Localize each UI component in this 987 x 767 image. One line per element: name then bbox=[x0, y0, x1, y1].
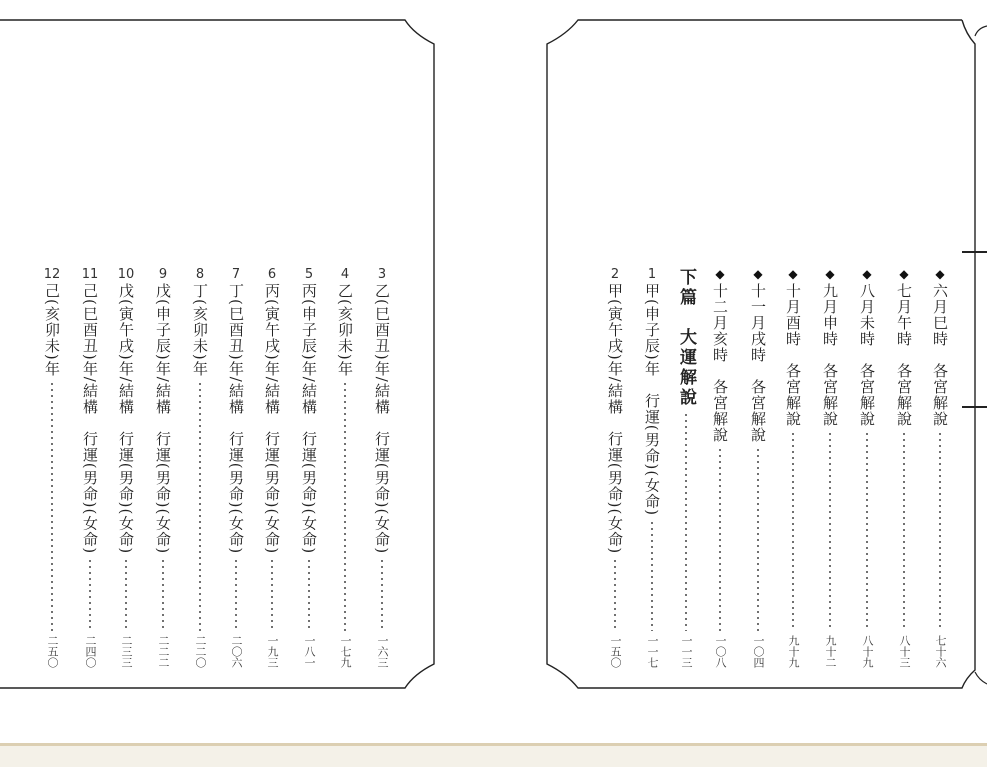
page-number: 八十九 bbox=[861, 635, 874, 668]
section-title: 下篇 大運解說 bbox=[676, 268, 696, 408]
diamond-bullet-icon: ◆ bbox=[788, 267, 798, 281]
entry-title: 十二月亥時 各宮解說 bbox=[711, 283, 729, 443]
diamond-bullet-icon: ◆ bbox=[899, 267, 909, 281]
dot-leader bbox=[614, 558, 616, 631]
diamond-bullet-icon: ◆ bbox=[825, 267, 835, 281]
toc-entry[interactable] bbox=[78, 268, 102, 668]
adjacent-page-edge bbox=[975, 26, 987, 36]
entry-number: 1 bbox=[647, 267, 657, 282]
left-page-border bbox=[0, 20, 434, 688]
dot-leader bbox=[903, 431, 905, 631]
toc-entry[interactable] bbox=[40, 268, 64, 668]
page-number: 二四〇 bbox=[84, 635, 97, 668]
diamond-bullet-icon: ◆ bbox=[862, 267, 872, 281]
page-number: 一九三 bbox=[266, 635, 279, 668]
page-number: 一六三 bbox=[376, 635, 389, 668]
entry-title: 九月申時 各宮解說 bbox=[821, 283, 839, 427]
bottom-rule bbox=[0, 743, 987, 746]
dot-leader bbox=[125, 558, 127, 631]
dot-leader bbox=[866, 431, 868, 631]
toc-entry[interactable] bbox=[892, 268, 916, 668]
toc-entry[interactable] bbox=[781, 268, 805, 668]
adjacent-page-edge-bottom bbox=[975, 672, 987, 684]
page-number: 一〇四 bbox=[752, 635, 765, 668]
dot-leader bbox=[829, 431, 831, 631]
entry-number: 6 bbox=[267, 267, 277, 282]
page-number: 一七九 bbox=[339, 635, 352, 668]
entry-number: 2 bbox=[610, 267, 620, 282]
toc-entry[interactable] bbox=[114, 268, 138, 668]
entry-title: 戊(申子辰)年/結構 行運(男命)(女命) bbox=[154, 283, 172, 555]
toc-entry[interactable] bbox=[224, 268, 248, 668]
page-number: 二二〇 bbox=[194, 635, 207, 668]
page-number: 一一三 bbox=[680, 635, 693, 668]
dot-leader bbox=[757, 447, 759, 631]
toc-entry[interactable] bbox=[370, 268, 394, 668]
dot-leader bbox=[719, 447, 721, 631]
page-number: 九十二 bbox=[824, 635, 837, 668]
entry-title: 己(亥卯未)年 bbox=[43, 283, 61, 377]
toc-entry[interactable] bbox=[151, 268, 175, 668]
entry-title: 六月巳時 各宮解說 bbox=[931, 283, 949, 427]
entry-title: 十月酉時 各宮解說 bbox=[784, 283, 802, 427]
page-number: 一八一 bbox=[303, 635, 316, 668]
section-heading[interactable] bbox=[674, 268, 698, 668]
entry-number: 4 bbox=[340, 267, 350, 282]
entry-number: 8 bbox=[195, 267, 205, 282]
entry-number: 7 bbox=[231, 267, 241, 282]
entry-number: 11 bbox=[81, 267, 99, 282]
page-number: 七十六 bbox=[934, 635, 947, 668]
diamond-bullet-icon: ◆ bbox=[715, 267, 725, 281]
entry-number: 10 bbox=[117, 267, 135, 282]
diamond-bullet-icon: ◆ bbox=[753, 267, 763, 281]
entry-title: 戊(寅午戌)年/結構 行運(男命)(女命) bbox=[117, 283, 135, 555]
dot-leader bbox=[792, 431, 794, 631]
bottom-page-strip bbox=[0, 743, 987, 767]
dot-leader bbox=[51, 381, 53, 631]
diamond-bullet-icon: ◆ bbox=[935, 267, 945, 281]
entry-title: 十一月戌時 各宮解說 bbox=[749, 283, 767, 443]
dot-leader bbox=[381, 558, 383, 631]
toc-entry[interactable] bbox=[640, 268, 664, 668]
entry-title: 七月午時 各宮解說 bbox=[895, 283, 913, 427]
page-number: 一一七 bbox=[646, 635, 659, 668]
entry-title: 丙(申子辰)年/結構 行運(男命)(女命) bbox=[300, 283, 318, 555]
dot-leader bbox=[308, 558, 310, 631]
toc-entry[interactable] bbox=[297, 268, 321, 668]
entry-title: 乙(巳酉丑)年/結構 行運(男命)(女命) bbox=[373, 283, 391, 555]
entry-title: 丁(亥卯未)年 bbox=[191, 283, 209, 377]
toc-entry[interactable] bbox=[928, 268, 952, 668]
toc-entry[interactable] bbox=[818, 268, 842, 668]
page-number: 二〇六 bbox=[230, 635, 243, 668]
page-number: 一五〇 bbox=[609, 635, 622, 668]
entry-title: 丁(巳酉丑)年/結構 行運(男命)(女命) bbox=[227, 283, 245, 555]
entry-title: 乙(亥卯未)年 bbox=[336, 283, 354, 377]
entry-title: 己(巳酉丑)年/結構 行運(男命)(女命) bbox=[81, 283, 99, 555]
dot-leader bbox=[685, 412, 687, 631]
dot-leader bbox=[199, 381, 201, 631]
page-number: 八十三 bbox=[898, 635, 911, 668]
page-number: 一〇八 bbox=[714, 635, 727, 668]
toc-entry[interactable] bbox=[188, 268, 212, 668]
toc-entry[interactable] bbox=[855, 268, 879, 668]
entry-number: 12 bbox=[43, 267, 61, 282]
toc-entry[interactable] bbox=[746, 268, 770, 668]
dot-leader bbox=[651, 520, 653, 631]
dot-leader bbox=[162, 558, 164, 631]
dot-leader bbox=[235, 558, 237, 631]
dot-leader bbox=[939, 431, 941, 631]
toc-entry[interactable] bbox=[260, 268, 284, 668]
page-number: 九十九 bbox=[787, 635, 800, 668]
dot-leader bbox=[89, 558, 91, 631]
page-number: 二五〇 bbox=[46, 635, 59, 668]
page-number: 二二二 bbox=[157, 635, 170, 668]
entry-number: 3 bbox=[377, 267, 387, 282]
page-number: 二三三 bbox=[120, 635, 133, 668]
entry-title: 丙(寅午戌)年/結構 行運(男命)(女命) bbox=[263, 283, 281, 555]
entry-number: 5 bbox=[304, 267, 314, 282]
dot-leader bbox=[271, 558, 273, 631]
entry-title: 甲(申子辰)年 行運(男命)(女命) bbox=[643, 283, 661, 517]
entry-number: 9 bbox=[158, 267, 168, 282]
toc-entry[interactable] bbox=[603, 268, 627, 668]
toc-entry[interactable] bbox=[333, 268, 357, 668]
toc-entry[interactable] bbox=[708, 268, 732, 668]
dot-leader bbox=[344, 381, 346, 631]
entry-title: 八月未時 各宮解說 bbox=[858, 283, 876, 427]
entry-title: 甲(寅午戌)年/結構 行運(男命)(女命) bbox=[606, 283, 624, 555]
